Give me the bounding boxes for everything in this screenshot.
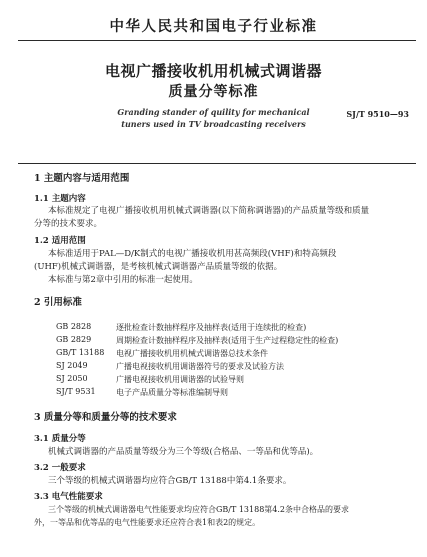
section-3-1-heading: 3.1 质量分等: [34, 434, 86, 444]
reference-name: 电视广播接收机用机械式调谐器总技术条件: [116, 349, 268, 358]
english-title-line2: tuners used in TV broadcasting receivers: [121, 119, 306, 129]
document-title: 电视广播接收机用机械式调谐器: [104, 62, 322, 80]
section-3-2-heading: 3.2 一般要求: [34, 463, 86, 473]
reference-name: 广播电视接收机用调谐器的试验导则: [116, 375, 244, 384]
document-subtitle: 质量分等标准: [168, 84, 259, 100]
reference-code: SJ 2050: [56, 374, 88, 383]
section-1-1-text-l2: 分等的技术要求。: [34, 219, 103, 229]
section-1-2-text-l3: 本标准与第2章中引用的标准一起使用。: [48, 275, 198, 285]
title-rule: [18, 163, 416, 164]
section-1-1-heading: 1.1 主题内容: [34, 194, 86, 204]
section-3-2-text: 三个等级的机械式调谐器均应符合GB/T 13188中第4.1条要求。: [48, 476, 292, 486]
section-1-1-text-l1: 本标准规定了电视广播接收机用机械式调谐器(以下简称调谐器)的产品质量等级和质量: [48, 206, 370, 216]
section-1-2-heading: 1.2 适用范围: [34, 236, 86, 246]
section-3-3-text-l2: 外，一等品和优等品的电气性能要求还应符合表1和表2的规定。: [34, 518, 261, 527]
english-title-line1: Granding stander of quility for mechanical: [117, 107, 310, 117]
reference-name: 逐批检查计数抽样程序及抽样表(适用于连续批的检查): [116, 323, 307, 332]
section-1-2-text-l1: 本标准适用于PAL—D/K制式的电视广播接收机用甚高频段(VHF)和特高频段: [48, 249, 337, 259]
reference-code: GB/T 13188: [56, 348, 105, 357]
section-2-heading: 2 引用标准: [34, 297, 82, 308]
reference-name: 电子产品质量分等标准编制导则: [116, 388, 228, 397]
industry-standard-header: 中华人民共和国电子行业标准: [109, 18, 318, 35]
section-1-heading: 1 主题内容与适用范围: [34, 173, 130, 184]
standard-number: SJ/T 9510—93: [346, 109, 409, 119]
reference-name: 周期检查计数抽样程序及抽样表(适用于生产过程稳定性的检查): [116, 336, 339, 345]
section-3-3-text-l1: 三个等级的机械式调谐器电气性能要求均应符合GB/T 13188第4.2条中合格品的要求: [48, 505, 350, 514]
header-rule: [18, 40, 416, 41]
section-3-1-text: 机械式调谐器的产品质量等级分为三个等级(合格品、一等品和优等品)。: [48, 447, 319, 457]
section-1-2-text-l2: (UHF)机械式调谐器，是考核机械式调谐器产品质量等级的依据。: [34, 262, 283, 272]
reference-code: GB 2829: [56, 335, 92, 344]
reference-code: SJ/T 9531: [56, 387, 96, 396]
reference-code: GB 2828: [56, 322, 92, 331]
reference-code: SJ 2049: [56, 361, 88, 370]
section-3-3-heading: 3.3 电气性能要求: [34, 492, 103, 502]
reference-name: 广播电视接收机用调谐器符号的要求及试验方法: [116, 362, 284, 371]
section-3-heading: 3 质量分等和质量分等的技术要求: [34, 412, 177, 423]
